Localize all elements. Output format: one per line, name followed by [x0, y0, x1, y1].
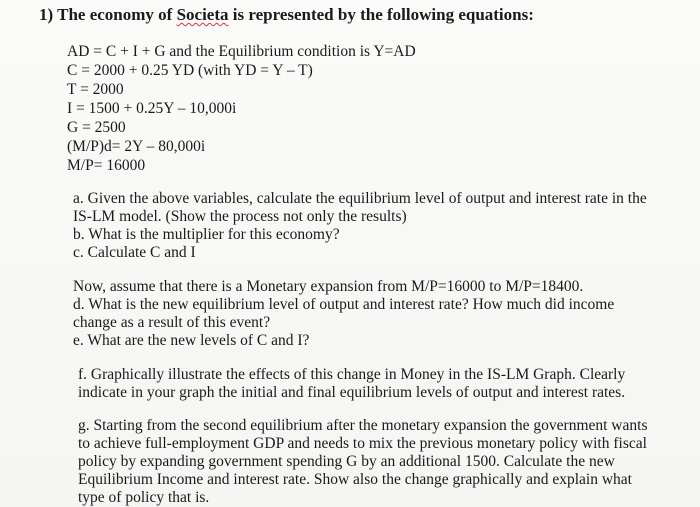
part-c-line: c. Calculate C and I [73, 244, 196, 261]
part-g-line-4: Equilibrium Income and interest rate. Show also the change graphically and explain what [78, 471, 632, 488]
part-g-line-2: to achieve full-employment GDP and needs to mix the previous monetary policy with fiscal [78, 435, 647, 452]
question-title [39, 6, 534, 23]
title-suffix: is represented by the following equations: [228, 5, 534, 24]
part-a-line-2: IS-LM model. (Show the process not only the results) [73, 208, 407, 225]
part-e-line: e. What are the new levels of C and I? [73, 332, 310, 349]
part-f-line-1: f. Graphically illustrate the effects of this change in Money in the IS-LM Graph. Clearly [78, 366, 626, 383]
equation-investment: I = 1500 + 0.25Y – 10,000i [67, 100, 237, 117]
part-g-line-3: policy by expanding government spending G by an additional 1500. Calculate the new [78, 453, 615, 470]
part-d-line-1: d. What is the new equilibrium level of output and interest rate? How much did income [73, 296, 615, 313]
part-b-line: b. What is the multiplier for this economy? [73, 226, 340, 243]
equation-consumption: C = 2000 + 0.25 YD (with YD = Y – T) [67, 62, 313, 79]
equation-government: G = 2500 [67, 119, 126, 136]
country-name: Societa [176, 5, 229, 24]
title-prefix: 1) The economy of [39, 5, 177, 24]
part-f-line-2: indicate in your graph the initial and final equilibrium levels of output and interest rates. [78, 384, 626, 401]
part-g-line-1: g. Starting from the second equilibrium after the monetary expansion the government wants [78, 417, 648, 434]
equation-money-demand: (M/P)d= 2Y – 80,000i [67, 138, 206, 155]
part-d-intro: Now, assume that there is a Monetary expansion from M/P=16000 to M/P=18400. [73, 278, 584, 295]
equation-ad: AD = C + I + G and the Equilibrium condition is Y=AD [67, 43, 416, 60]
equation-taxes: T = 2000 [67, 81, 124, 98]
equation-money-supply: M/P= 16000 [67, 157, 146, 174]
part-d-line-2: change as a result of this event? [73, 314, 271, 331]
part-g-line-5: type of policy that is. [78, 489, 210, 506]
part-a-line-1: a. Given the above variables, calculate the equilibrium level of output and interest rate in the [73, 190, 647, 207]
